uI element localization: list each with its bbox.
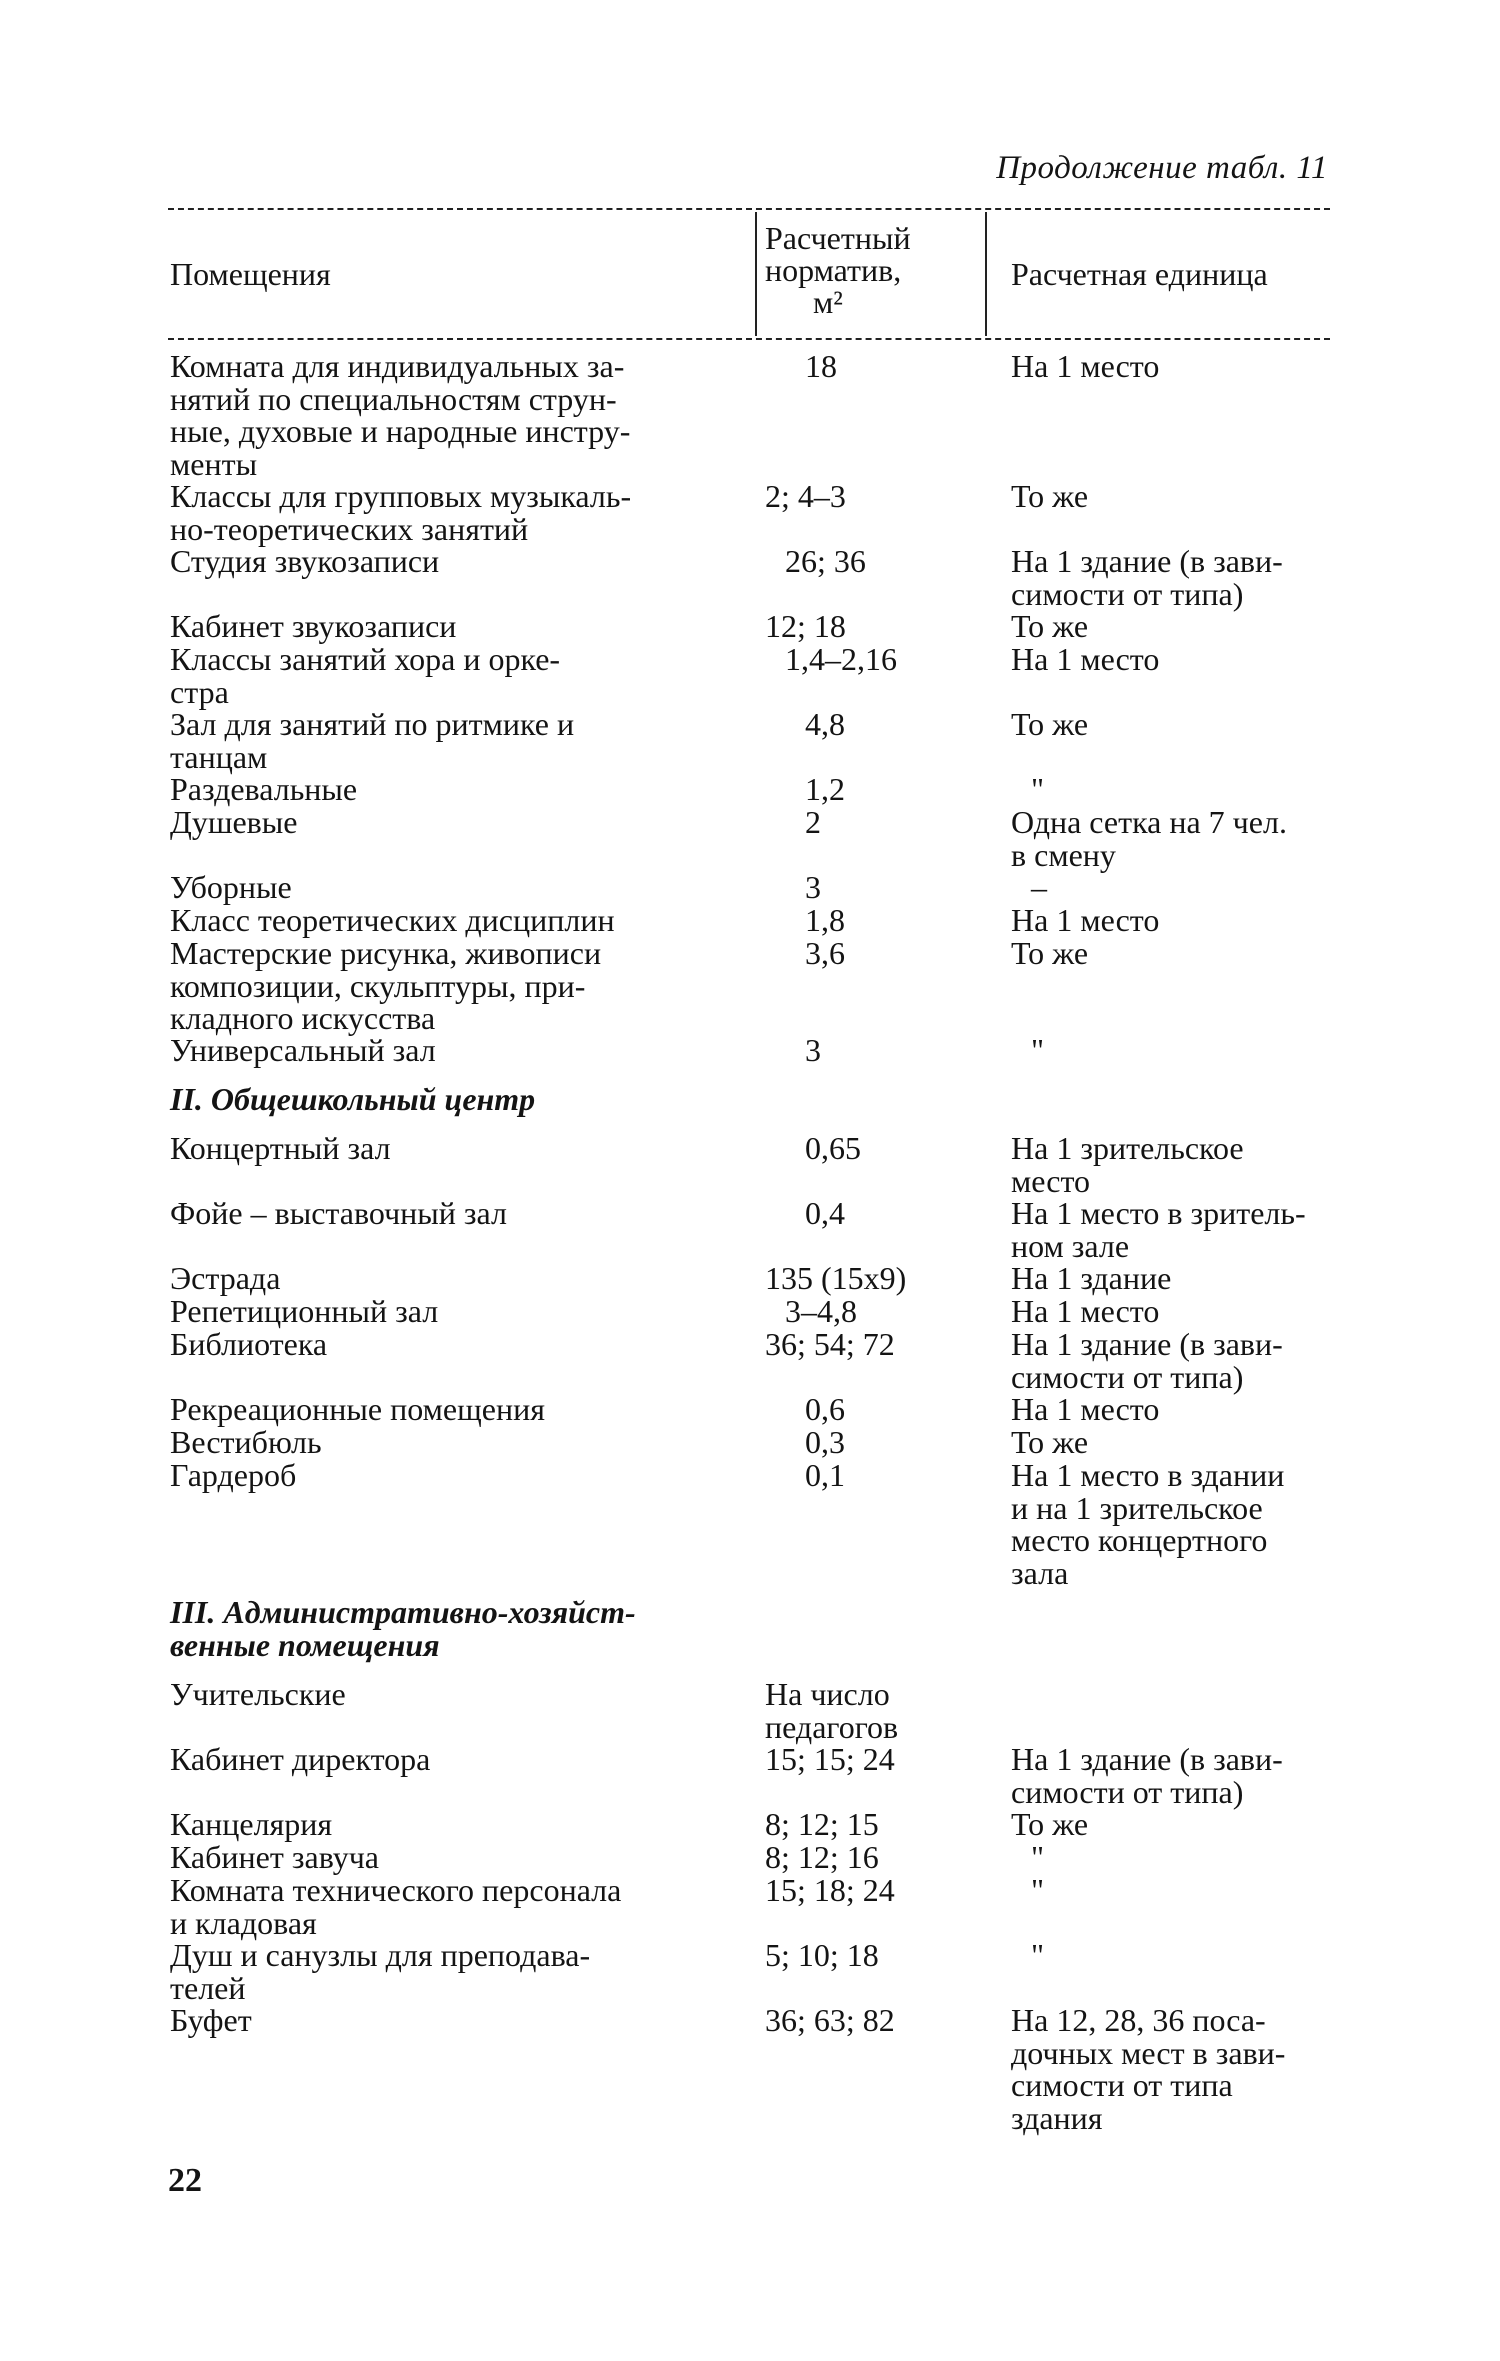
- row-22-norm: На число педагогов: [765, 1676, 899, 1745]
- row-13-room: Концертный зал: [170, 1130, 391, 1166]
- row-26-norm: 15; 18; 24: [765, 1872, 895, 1908]
- row-20-room: Гардероб: [170, 1457, 297, 1493]
- row-15-room: Эстрада: [170, 1260, 281, 1296]
- row-1-room: Классы для групповых музыкаль- но-теоретических занятий: [170, 478, 632, 547]
- row-5-room: Зал для занятий по ритмике и танцам: [170, 706, 575, 775]
- page-number: 22: [168, 2162, 202, 2199]
- row-5-unit: То же: [1011, 706, 1089, 742]
- row-27-room: Душ и санузлы для преподава- телей: [170, 1937, 591, 2006]
- row-23-norm: 15; 15; 24: [765, 1741, 895, 1777]
- row-2-room: Студия звукозаписи: [170, 543, 440, 579]
- row-14-norm: 0,4: [805, 1195, 845, 1231]
- row-11-unit: ": [1031, 1032, 1045, 1068]
- row-15-norm: 135 (15x9): [765, 1260, 907, 1296]
- row-6-room: Раздевальные: [170, 771, 358, 807]
- row-4-room: Классы занятий хора и орке- стра: [170, 641, 561, 710]
- row-17-unit: На 1 здание (в зави- симости от типа): [1011, 1326, 1283, 1395]
- row-4-norm: 1,4–2,16: [785, 641, 897, 677]
- row-18-unit: На 1 место: [1011, 1391, 1160, 1427]
- row-25-norm: 8; 12; 16: [765, 1839, 879, 1875]
- row-8-room: Уборные: [170, 869, 292, 905]
- row-12-room: II. Общешкольный центр: [170, 1081, 536, 1117]
- row-26-unit: ": [1031, 1872, 1045, 1908]
- row-24-unit: То же: [1011, 1806, 1089, 1842]
- row-9-unit: На 1 место: [1011, 902, 1160, 938]
- row-8-norm: 3: [805, 869, 821, 905]
- column-header-norm-line2: норматив,: [765, 252, 902, 288]
- row-9-norm: 1,8: [805, 902, 845, 938]
- row-1-unit: То же: [1011, 478, 1089, 514]
- row-27-norm: 5; 10; 18: [765, 1937, 879, 1973]
- header-column-divider-1: [755, 212, 757, 336]
- row-11-room: Универсальный зал: [170, 1032, 436, 1068]
- row-10-unit: То же: [1011, 935, 1089, 971]
- row-7-norm: 2: [805, 804, 821, 840]
- row-16-room: Репетиционный зал: [170, 1293, 439, 1329]
- header-column-divider-2: [985, 212, 987, 336]
- row-16-norm: 3–4,8: [785, 1293, 857, 1329]
- row-17-norm: 36; 54; 72: [765, 1326, 895, 1362]
- column-header-unit: Расчетная единица: [1011, 256, 1268, 292]
- row-10-room: Мастерские рисунка, живописи композиции, скульптуры, при- кладного искусства: [170, 935, 602, 1036]
- row-23-unit: На 1 здание (в зави- симости от типа): [1011, 1741, 1283, 1810]
- row-28-room: Буфет: [170, 2002, 252, 2038]
- row-20-norm: 0,1: [805, 1457, 845, 1493]
- row-19-unit: То же: [1011, 1424, 1089, 1460]
- row-0-unit: На 1 место: [1011, 348, 1160, 384]
- column-header-norm: [765, 222, 975, 318]
- table-caption: Продолжение табл. 11: [996, 150, 1328, 186]
- row-22-room: Учительские: [170, 1676, 346, 1712]
- row-18-norm: 0,6: [805, 1391, 845, 1427]
- row-9-room: Класс теоретических дисциплин: [170, 902, 615, 938]
- row-20-unit: На 1 место в здании и на 1 зрительское место концертного зала: [1011, 1457, 1285, 1591]
- column-header-norm-line1: Расчетный: [765, 220, 911, 256]
- row-5-norm: 4,8: [805, 706, 845, 742]
- row-6-norm: 1,2: [805, 771, 845, 807]
- row-10-norm: 3,6: [805, 935, 845, 971]
- row-28-unit: На 12, 28, 36 поса- дочных мест в зави- симости от типа здания: [1011, 2002, 1286, 2136]
- row-17-room: Библиотека: [170, 1326, 328, 1362]
- row-25-unit: ": [1031, 1839, 1045, 1875]
- row-2-unit: На 1 здание (в зави- симости от типа): [1011, 543, 1283, 612]
- row-13-unit: На 1 зрительское место: [1011, 1130, 1244, 1199]
- row-18-room: Рекреационные помещения: [170, 1391, 545, 1427]
- header-bottom-rule: [168, 338, 1330, 340]
- row-27-unit: ": [1031, 1937, 1045, 1973]
- row-21-room: III. Административно-хозяйст- венные помещения: [170, 1594, 636, 1663]
- row-26-room: Комната технического персонала и кладовая: [170, 1872, 622, 1941]
- row-3-norm: 12; 18: [765, 608, 846, 644]
- row-23-room: Кабинет директора: [170, 1741, 431, 1777]
- header-top-rule: [168, 208, 1330, 210]
- row-24-room: Канцелярия: [170, 1806, 333, 1842]
- row-8-unit: –: [1031, 869, 1047, 905]
- row-6-unit: ": [1031, 771, 1045, 807]
- column-header-norm-line3: м²: [813, 284, 843, 320]
- row-0-norm: 18: [805, 348, 837, 384]
- row-4-unit: На 1 место: [1011, 641, 1160, 677]
- row-19-room: Вестибюль: [170, 1424, 322, 1460]
- row-25-room: Кабинет завуча: [170, 1839, 379, 1875]
- column-header-rooms: Помещения: [170, 256, 331, 292]
- row-14-room: Фойе – выставочный зал: [170, 1195, 507, 1231]
- row-1-norm: 2; 4–3: [765, 478, 846, 514]
- row-13-norm: 0,65: [805, 1130, 861, 1166]
- row-7-unit: Одна сетка на 7 чел. в смену: [1011, 804, 1287, 873]
- row-0-room: Комната для индивидуальных за- нятий по специальностям струн- ные, духовые и народные инстру- менты: [170, 348, 631, 482]
- row-19-norm: 0,3: [805, 1424, 845, 1460]
- row-14-unit: На 1 место в зритель- ном зале: [1011, 1195, 1306, 1264]
- row-7-room: Душевые: [170, 804, 298, 840]
- row-2-norm: 26; 36: [785, 543, 866, 579]
- row-3-unit: То же: [1011, 608, 1089, 644]
- row-24-norm: 8; 12; 15: [765, 1806, 879, 1842]
- row-15-unit: На 1 здание: [1011, 1260, 1172, 1296]
- row-16-unit: На 1 место: [1011, 1293, 1160, 1329]
- row-28-norm: 36; 63; 82: [765, 2002, 895, 2038]
- row-3-room: Кабинет звукозаписи: [170, 608, 457, 644]
- row-11-norm: 3: [805, 1032, 821, 1068]
